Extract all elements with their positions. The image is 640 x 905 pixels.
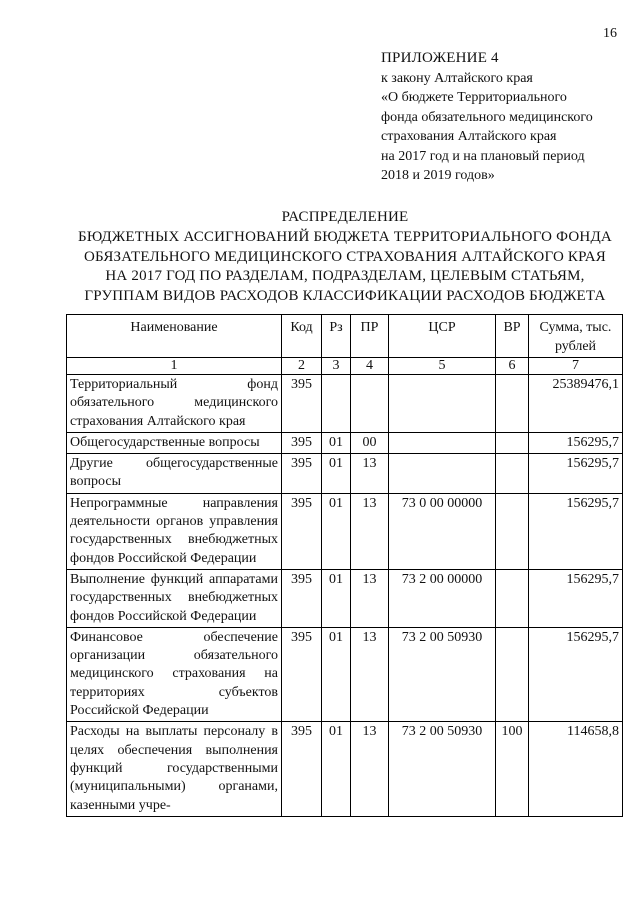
column-number: 5 bbox=[389, 358, 496, 375]
cell-csr bbox=[389, 375, 496, 433]
cell-vr bbox=[496, 375, 529, 433]
appendix-title: ПРИЛОЖЕНИЕ 4 bbox=[381, 50, 499, 66]
cell-name: Непрограммные направления деятельности органов управления государственных внебюджетных фондов Российской Федерации bbox=[67, 493, 282, 569]
table-row bbox=[67, 627, 623, 721]
heading-line: БЮДЖЕТНЫХ АССИГНОВАНИЙ БЮДЖЕТА ТЕРРИТОРИАЛЬНОГО ФОНДА bbox=[78, 228, 612, 245]
heading-line: ОБЯЗАТЕЛЬНОГО МЕДИЦИНСКОГО СТРАХОВАНИЯ АЛТАЙСКОГО КРАЯ bbox=[84, 248, 606, 265]
appendix-line: к закону Алтайского края bbox=[381, 70, 533, 86]
cell-kod: 395 bbox=[282, 722, 322, 816]
column-number: 6 bbox=[496, 358, 529, 375]
cell-rz: 01 bbox=[322, 722, 351, 816]
cell-vr: 100 bbox=[496, 722, 529, 816]
cell-pr: 13 bbox=[351, 627, 389, 721]
budget-table bbox=[66, 314, 623, 817]
cell-csr: 73 2 00 00000 bbox=[389, 569, 496, 627]
cell-rz: 01 bbox=[322, 493, 351, 569]
cell-sum: 156295,7 bbox=[529, 432, 623, 453]
heading-line: НА 2017 ГОД ПО РАЗДЕЛАМ, ПОДРАЗДЕЛАМ, ЦЕЛЕВЫМ СТАТЬЯМ, bbox=[105, 268, 585, 285]
appendix-line: фонда обязательного медицинского bbox=[381, 109, 593, 125]
header-name: Наименование bbox=[67, 315, 282, 358]
cell-kod: 395 bbox=[282, 375, 322, 433]
appendix-line: 2018 и 2019 годов» bbox=[381, 168, 495, 183]
cell-sum: 156295,7 bbox=[529, 493, 623, 569]
column-number: 7 bbox=[529, 358, 623, 375]
table-row bbox=[67, 493, 623, 569]
cell-csr: 73 2 00 50930 bbox=[389, 627, 496, 721]
column-number: 4 bbox=[351, 358, 389, 375]
header-sum: Сумма, тыс. рублей bbox=[529, 315, 623, 358]
cell-csr bbox=[389, 432, 496, 453]
heading-line: РАСПРЕДЕЛЕНИЕ bbox=[281, 209, 409, 225]
cell-vr bbox=[496, 454, 529, 494]
header-kod: Код bbox=[282, 315, 322, 358]
header-rz: Рз bbox=[322, 315, 351, 358]
cell-name: Территориальный фонд обязательного медицинского страхования Алтайского края bbox=[67, 375, 282, 433]
cell-kod: 395 bbox=[282, 569, 322, 627]
cell-vr bbox=[496, 627, 529, 721]
cell-sum: 25389476,1 bbox=[529, 375, 623, 433]
table-row bbox=[67, 432, 623, 453]
cell-sum: 114658,8 bbox=[529, 722, 623, 816]
column-number: 3 bbox=[322, 358, 351, 375]
column-number: 1 bbox=[67, 358, 282, 375]
cell-pr: 13 bbox=[351, 493, 389, 569]
cell-pr: 13 bbox=[351, 454, 389, 494]
header-pr: ПР bbox=[351, 315, 389, 358]
cell-rz: 01 bbox=[322, 432, 351, 453]
cell-kod: 395 bbox=[282, 454, 322, 494]
table-row bbox=[67, 375, 623, 433]
header-vr: ВР bbox=[496, 315, 529, 358]
appendix-block bbox=[381, 49, 631, 186]
cell-kod: 395 bbox=[282, 493, 322, 569]
page-number: 16 bbox=[603, 26, 617, 41]
cell-sum: 156295,7 bbox=[529, 627, 623, 721]
appendix-line: страхования Алтайского края bbox=[381, 129, 557, 144]
cell-rz bbox=[322, 375, 351, 433]
cell-vr bbox=[496, 493, 529, 569]
cell-pr bbox=[351, 375, 389, 433]
table-header-row bbox=[67, 315, 623, 358]
cell-csr: 73 0 00 00000 bbox=[389, 493, 496, 569]
cell-kod: 395 bbox=[282, 432, 322, 453]
cell-name: Выполнение функций аппаратами государственных внебюджетных фондов Российской Федерации bbox=[67, 569, 282, 627]
cell-rz: 01 bbox=[322, 454, 351, 494]
table-row bbox=[67, 722, 623, 816]
column-number-row bbox=[67, 358, 623, 375]
cell-pr: 13 bbox=[351, 722, 389, 816]
document-heading bbox=[62, 208, 628, 307]
appendix-line: на 2017 год и на плановый период bbox=[381, 148, 585, 164]
cell-name: Другие общегосударственные вопросы bbox=[67, 454, 282, 494]
header-csr: ЦСР bbox=[389, 315, 496, 358]
cell-sum: 156295,7 bbox=[529, 454, 623, 494]
column-number: 2 bbox=[282, 358, 322, 375]
cell-name: Расходы на выплаты персоналу в целях обеспечения выполнения функций государственными (муниципальными) органами, казенными учре- bbox=[67, 722, 282, 816]
cell-name: Общегосударственные вопросы bbox=[67, 432, 282, 453]
cell-pr: 00 bbox=[351, 432, 389, 453]
cell-vr bbox=[496, 569, 529, 627]
cell-rz: 01 bbox=[322, 569, 351, 627]
cell-csr: 73 2 00 50930 bbox=[389, 722, 496, 816]
cell-csr bbox=[389, 454, 496, 494]
table-row bbox=[67, 454, 623, 494]
heading-line: ГРУППАМ ВИДОВ РАСХОДОВ КЛАССИФИКАЦИИ РАСХОДОВ БЮДЖЕТА bbox=[84, 288, 606, 305]
cell-vr bbox=[496, 432, 529, 453]
cell-sum: 156295,7 bbox=[529, 569, 623, 627]
table-row bbox=[67, 569, 623, 627]
cell-kod: 395 bbox=[282, 627, 322, 721]
cell-rz: 01 bbox=[322, 627, 351, 721]
appendix-line: «О бюджете Территориального bbox=[381, 90, 567, 105]
cell-pr: 13 bbox=[351, 569, 389, 627]
cell-name: Финансовое обеспечение организации обязательного медицинского страхования на территориях субъектов Российской Федерации bbox=[67, 627, 282, 721]
